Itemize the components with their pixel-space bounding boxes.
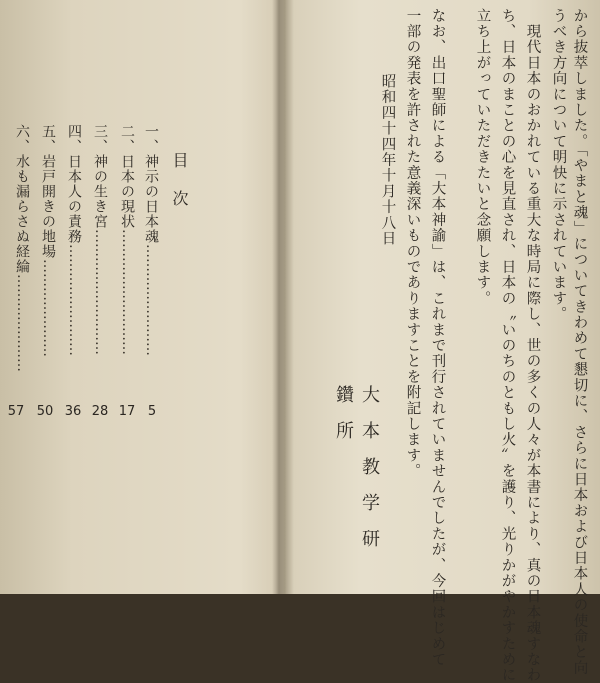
toc-leader-dots: ……………………… (92, 229, 108, 355)
body-text-line: 一部の発表を許された意義深いものでありますことを附記します。 (404, 8, 421, 479)
toc-entry-label: 四、日本人の責務 (66, 124, 82, 244)
toc-leader-dots: …………………… (66, 244, 82, 356)
toc-leader-dots: ………………… (40, 259, 56, 357)
body-text-line: ち、日本のまことの心を見直され、日本の〝いのちのともし火〟を護り、光りかがやかすために (499, 8, 516, 683)
toc-page-number: 50 (36, 404, 54, 419)
toc-page-number: 36 (64, 404, 82, 419)
toc-entry-label: 五、岩戸開きの地場 (40, 124, 56, 259)
signature: 大本教学研鑽所 (333, 385, 380, 565)
body-text-line: 現代日本のおかれている重大な時局に際し、世の多くの人々が本書により、真の日本魂すなわ (524, 8, 541, 683)
toc-entry (40, 124, 58, 424)
toc-entry-label: 一、神示の日本魂 (143, 124, 159, 244)
toc-entry (14, 124, 32, 424)
toc-entry-label: 六、水も漏らさぬ経綸 (14, 124, 30, 274)
toc-entry (92, 124, 110, 424)
body-text-line: なお、出口聖師による「大本神諭」は、これまで刊行されていませんでしたが、今回はじめて (429, 8, 446, 668)
body-text-line: から抜萃しました。「やまと魂」についてきわめて懇切に、さらに日本および日本人の使命と向 (571, 8, 588, 676)
toc-entry (143, 124, 161, 424)
toc-page-number: 17 (118, 404, 136, 419)
toc-page-number: 28 (91, 404, 109, 419)
toc-title: 目次 (170, 152, 189, 228)
toc-page-number: 57 (7, 404, 25, 419)
body-text-line: うべき方向について明快に示されています。 (550, 8, 567, 322)
body-text-line: 立ち上がっていただきたいと念願します。 (474, 8, 491, 307)
toc-entry-label: 二、日本の現状 (119, 124, 135, 229)
toc-entry (119, 124, 137, 424)
toc-leader-dots: ……………………… (119, 229, 135, 355)
toc-leader-dots: ………………… (14, 274, 30, 372)
book-gutter (272, 0, 286, 594)
toc-page-number: 5 (147, 404, 157, 419)
toc-entry (66, 124, 84, 424)
date-line: 昭和四十四年十月十八日 (379, 58, 396, 247)
toc-entry-label: 三、神の生き宮 (92, 124, 108, 229)
toc-leader-dots: …………………… (143, 244, 159, 356)
